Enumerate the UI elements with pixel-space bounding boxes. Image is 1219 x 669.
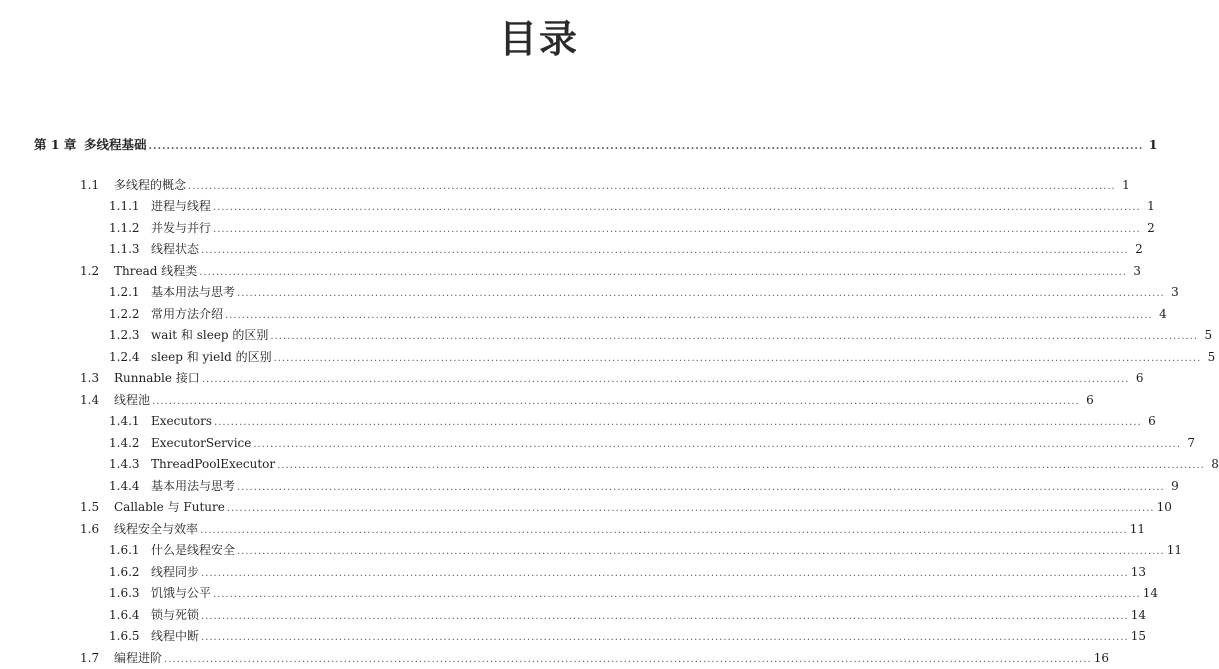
toc-entry-1.4.1[interactable] [0, 412, 1156, 430]
toc-entry-title: ThreadPoolExecutor [151, 457, 276, 471]
toc-leader-dots [253, 436, 1181, 454]
toc-entry-number: 1.6.2 [109, 565, 140, 579]
toc-entry-number: 1.2 [80, 264, 100, 278]
toc-entry-1.4.4[interactable] [0, 477, 1179, 495]
toc-entry-title: 进程与线程 [151, 199, 212, 213]
toc-entry-title: 多线程的概念 [114, 178, 187, 192]
toc-entry-1.6.4[interactable] [0, 606, 1146, 624]
toc-entry-1.1.3[interactable] [0, 240, 1143, 258]
toc-entry-1.2.1[interactable] [0, 283, 1179, 301]
toc-entry-page: 5 [1204, 328, 1213, 342]
toc-entry-number: 1.1 [80, 178, 100, 192]
toc-leader-dots [225, 307, 1153, 325]
toc-entry-number: 1.4 [80, 393, 100, 407]
toc-entry-number: 1.1.2 [109, 221, 140, 235]
toc-leader-dots [237, 285, 1165, 303]
toc-entry-title: 常用方法介绍 [151, 307, 224, 321]
toc-entry-number: 1.4.1 [109, 414, 140, 428]
toc-entry-title: 线程同步 [151, 565, 200, 579]
toc-entry-title: 饥饿与公平 [151, 586, 212, 600]
toc-entry-1.5[interactable] [0, 498, 1172, 516]
toc-leader-dots [200, 522, 1128, 540]
toc-entry-title: 什么是线程安全 [151, 543, 236, 557]
toc-entry-number: 1.4.4 [109, 479, 140, 493]
toc-leader-dots [237, 479, 1165, 497]
toc-entry-title: 编程进阶 [114, 651, 163, 665]
toc-entry-1.6.5[interactable] [0, 627, 1146, 645]
toc-leader-dots [149, 138, 1144, 156]
toc-entry-page: 15 [1130, 629, 1146, 643]
toc-entry-page: 6 [1148, 414, 1156, 428]
toc-entry-第1章[interactable] [0, 136, 1158, 154]
toc-entry-number: 1.4.2 [109, 436, 140, 450]
page-title: 目录 [498, 17, 579, 61]
toc-leader-dots [199, 264, 1127, 282]
toc-entry-page: 2 [1147, 221, 1155, 235]
toc-entry-title: 线程池 [114, 393, 151, 407]
toc-entry-1.6.2[interactable] [0, 563, 1146, 581]
toc-entry-page: 4 [1159, 307, 1167, 321]
toc-leader-dots [213, 586, 1141, 604]
toc-entry-page: 14 [1142, 586, 1158, 600]
toc-leader-dots [152, 393, 1080, 411]
toc-entry-page: 5 [1207, 350, 1216, 364]
toc-leader-dots [213, 199, 1141, 217]
toc-entry-title: Thread 线程类 [114, 264, 198, 278]
toc-entry-title: 线程状态 [151, 242, 200, 256]
toc-entry-page: 9 [1171, 479, 1179, 493]
toc-entry-page: 2 [1135, 242, 1143, 256]
toc-leader-dots [201, 565, 1129, 583]
toc-entry-title: 线程安全与效率 [114, 522, 199, 536]
toc-leader-dots [237, 543, 1165, 561]
toc-entry-number: 1.2.3 [109, 328, 140, 342]
toc-entry-number: 1.1.1 [109, 199, 140, 213]
toc-leader-dots [201, 242, 1129, 260]
toc-entry-number: 1.2.1 [109, 285, 140, 299]
toc-entry-page: 8 [1211, 457, 1219, 471]
toc-entry-number: 1.4.3 [109, 457, 140, 471]
toc-leader-dots [188, 178, 1116, 196]
toc-entry-page: 7 [1187, 436, 1196, 450]
toc-entry-title: Runnable 接口 [114, 371, 200, 385]
toc-entry-1.1.1[interactable] [0, 197, 1155, 215]
toc-entry-1.6.3[interactable] [0, 584, 1158, 602]
toc-entry-page: 11 [1166, 543, 1182, 557]
toc-entry-number: 1.1.3 [109, 242, 140, 256]
toc-leader-dots [201, 629, 1129, 647]
toc-entry-title: 线程中断 [151, 629, 200, 643]
toc-entry-title: Executors [151, 414, 213, 428]
toc-leader-dots [277, 457, 1205, 475]
toc-entry-page: 14 [1130, 608, 1146, 622]
toc-entry-title: 多线程基础 [84, 137, 147, 152]
toc-entry-page: 3 [1133, 264, 1141, 278]
toc-entry-title: 基本用法与思考 [151, 285, 236, 299]
toc-entry-1.6.1[interactable] [0, 541, 1182, 559]
toc-leader-dots [201, 608, 1129, 626]
toc-entry-1.3[interactable] [0, 369, 1144, 387]
toc-entry-title: 并发与并行 [151, 221, 212, 235]
toc-entry-1.4.3[interactable] [0, 455, 1219, 473]
toc-entry-number: 第 1 章 [34, 137, 77, 152]
toc-entry-title: 锁与死锁 [151, 608, 200, 622]
toc-entry-number: 1.2.2 [109, 307, 140, 321]
toc-entry-number: 1.2.4 [109, 350, 140, 364]
toc-entry-number: 1.6 [80, 522, 100, 536]
toc-entry-1.4[interactable] [0, 391, 1094, 409]
toc-entry-1.4.2[interactable] [0, 434, 1196, 452]
toc-leader-dots [202, 371, 1130, 389]
toc-entry-title: ExecutorService [151, 436, 252, 450]
toc-entry-page: 1 [1122, 178, 1130, 192]
toc-entry-number: 1.6.4 [109, 608, 140, 622]
toc-leader-dots [213, 221, 1141, 239]
toc-entry-page: 6 [1086, 393, 1094, 407]
toc-entry-number: 1.3 [80, 371, 100, 385]
toc-entry-title: 基本用法与思考 [151, 479, 236, 493]
toc-entry-page: 11 [1129, 522, 1145, 536]
toc-entry-1.2.3[interactable] [0, 326, 1213, 344]
toc-entry-1.2[interactable] [0, 262, 1141, 280]
toc-entry-1.2.2[interactable] [0, 305, 1167, 323]
toc-entry-number: 1.5 [80, 500, 100, 514]
toc-leader-dots [164, 651, 1092, 669]
toc-leader-dots [270, 328, 1198, 346]
toc-entry-1.1.2[interactable] [0, 219, 1155, 237]
toc-entry-number: 1.6.3 [109, 586, 140, 600]
toc-entry-1.7[interactable] [0, 649, 1109, 667]
toc-entry-page: 16 [1093, 651, 1109, 665]
toc-entry-page: 1 [1148, 137, 1158, 152]
toc-leader-dots [274, 350, 1202, 368]
toc-entry-1.1[interactable] [0, 176, 1130, 194]
toc-entry-title: Callable 与 Future [114, 500, 225, 514]
toc-entry-1.6[interactable] [0, 520, 1145, 538]
toc-leader-dots [214, 414, 1142, 432]
toc-leader-dots [227, 500, 1155, 518]
toc-entry-title: wait 和 sleep 的区别 [151, 328, 269, 342]
toc-entry-page: 3 [1171, 285, 1179, 299]
toc-entry-1.2.4[interactable] [0, 348, 1216, 366]
toc-entry-number: 1.6.5 [109, 629, 140, 643]
toc-entry-page: 6 [1135, 371, 1144, 385]
toc-entry-page: 1 [1147, 199, 1155, 213]
toc-entry-title: sleep 和 yield 的区别 [151, 350, 272, 364]
toc-entry-page: 13 [1130, 565, 1146, 579]
toc-entry-number: 1.6.1 [109, 543, 140, 557]
toc-entry-number: 1.7 [80, 651, 100, 665]
toc-entry-page: 10 [1156, 500, 1172, 514]
